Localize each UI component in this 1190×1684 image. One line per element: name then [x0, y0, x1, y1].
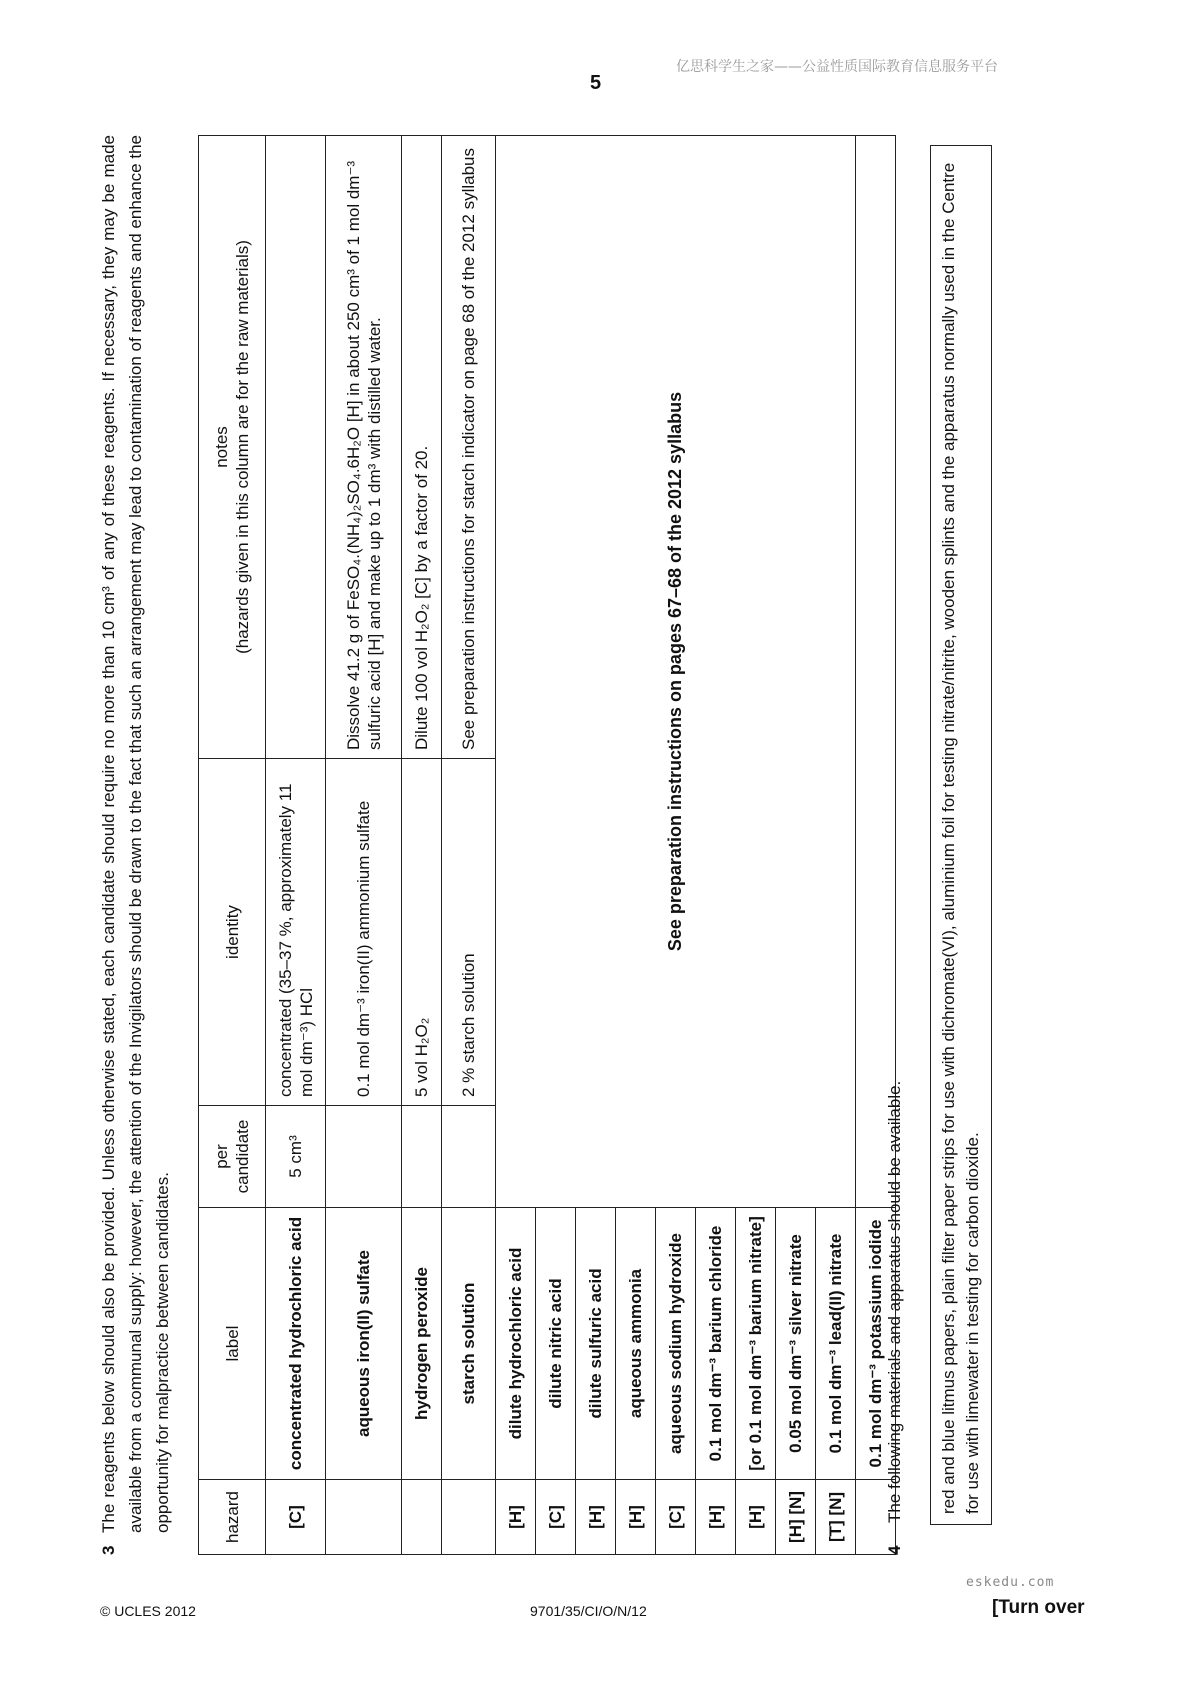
header-identity: identity: [199, 759, 266, 1106]
notes-cell: See preparation instructions for starch indicator on page 68 of the 2012 syllabus: [442, 136, 496, 759]
footer-copyright: © UCLES 2012: [100, 1603, 196, 1619]
hazard-cell: [C]: [536, 1480, 576, 1555]
label-cell: aqueous sodium hydroxide: [656, 1208, 696, 1480]
footer-paper-code: 9701/35/CI/O/N/12: [530, 1603, 647, 1619]
per-candidate-cell: [326, 1106, 402, 1208]
hazard-cell: [C]: [266, 1480, 326, 1555]
label-cell: dilute hydrochloric acid: [496, 1208, 536, 1480]
identity-cell: 5 vol H₂O₂: [402, 759, 442, 1106]
header-notes-title: notes: [212, 426, 231, 468]
hazard-cell: [402, 1480, 442, 1555]
per-candidate-cell: [402, 1106, 442, 1208]
hazard-cell: [326, 1480, 402, 1555]
header-notes: [199, 136, 266, 759]
label-cell: 0.1 mol dm⁻³ potassium iodide: [856, 1208, 896, 1480]
watermark-top: 亿思科学生之家——公益性质国际教育信息服务平台: [676, 59, 998, 75]
label-cell: [or 0.1 mol dm⁻³ barium nitrate]: [736, 1208, 776, 1480]
header-label: label: [199, 1208, 266, 1480]
table-row: [402, 136, 442, 1555]
identity-cell: 2 % starch solution: [442, 759, 496, 1106]
table-row: [266, 136, 326, 1555]
merged-preparation-note: See preparation instructions on pages 67–68 of the 2012 syllabus: [496, 136, 856, 1208]
page-number: 5: [590, 72, 602, 94]
apparatus-box: red and blue litmus papers, plain filter paper strips for use with dichromate(VI), aluminium foil for testing nitrate/nitrite, wooden splints and the apparatus normally used in the Centre for use with limewater in testing for carbon dioxide.: [930, 145, 992, 1525]
watermark-bottom: eskedu.com: [966, 1575, 1055, 1590]
table-row: [496, 136, 536, 1555]
identity-cell: 0.1 mol dm⁻³ iron(II) ammonium sulfate: [326, 759, 402, 1106]
question-number: 4: [885, 1545, 904, 1555]
header-hazard: hazard: [199, 1480, 266, 1555]
label-cell: concentrated hydrochloric acid: [266, 1208, 326, 1480]
rotated-content: [95, 105, 1095, 1555]
label-cell: 0.1 mol dm⁻³ lead(II) nitrate: [816, 1208, 856, 1480]
per-candidate-cell: [442, 1106, 496, 1208]
question-3-text: The reagents below should also be provided. Unless otherwise stated, each candidate should require no more than 10 cm³ of any of these reagents. If necessary, they may be made available from a communal supply: however, the attention of the Invigilators should be drawn to the fact that such an arrangement may lead to contamination of reagents and enhance the opportunity for malpractice between candidates.: [99, 135, 172, 1533]
label-cell: 0.05 mol dm⁻³ silver nitrate: [776, 1208, 816, 1480]
notes-cell: Dissolve 41.2 g of FeSO₄.(NH₄)₂SO₄.6H₂O [H] in about 250 cm³ of 1 mol dm⁻³ sulfuric acid [H] and make up to 1 dm³ with distilled water.: [326, 136, 402, 759]
hazard-cell: [T] [N]: [816, 1480, 856, 1555]
question-4-intro: The following materials and apparatus should be available.: [885, 1080, 904, 1523]
hazard-cell: [H]: [736, 1480, 776, 1555]
question-number: 3: [99, 1545, 118, 1555]
hazard-cell: [H]: [616, 1480, 656, 1555]
identity-cell: concentrated (35–37 %, approximately 11 mol dm⁻³) HCl: [266, 759, 326, 1106]
hazard-cell: [C]: [656, 1480, 696, 1555]
header-per-candidate: per candidate: [199, 1106, 266, 1208]
hazard-cell: [H]: [496, 1480, 536, 1555]
table-row: [326, 136, 402, 1555]
label-cell: dilute nitric acid: [536, 1208, 576, 1480]
turn-over-label: [Turn over: [992, 1597, 1085, 1618]
question-4: [885, 135, 905, 1555]
label-cell: aqueous iron(II) sulfate: [326, 1208, 402, 1480]
notes-cell: Dilute 100 vol H₂O₂ [C] by a factor of 20.: [402, 136, 442, 759]
hazard-cell: [442, 1480, 496, 1555]
table-row: [442, 136, 496, 1555]
hazard-cell: [H]: [696, 1480, 736, 1555]
notes-cell: [266, 136, 326, 759]
label-cell: 0.1 mol dm⁻³ barium chloride: [696, 1208, 736, 1480]
label-cell: starch solution: [442, 1208, 496, 1480]
hazard-cell: [H]: [576, 1480, 616, 1555]
table-header-row: [199, 136, 266, 1555]
header-notes-sub: (hazards given in this column are for the raw materials): [233, 240, 252, 654]
per-candidate-cell: 5 cm³: [266, 1106, 326, 1208]
question-3: [95, 135, 176, 1555]
hazard-cell: [H] [N]: [776, 1480, 816, 1555]
label-cell: dilute sulfuric acid: [576, 1208, 616, 1480]
reagents-table: [198, 135, 896, 1555]
label-cell: aqueous ammonia: [616, 1208, 656, 1480]
label-cell: hydrogen peroxide: [402, 1208, 442, 1480]
